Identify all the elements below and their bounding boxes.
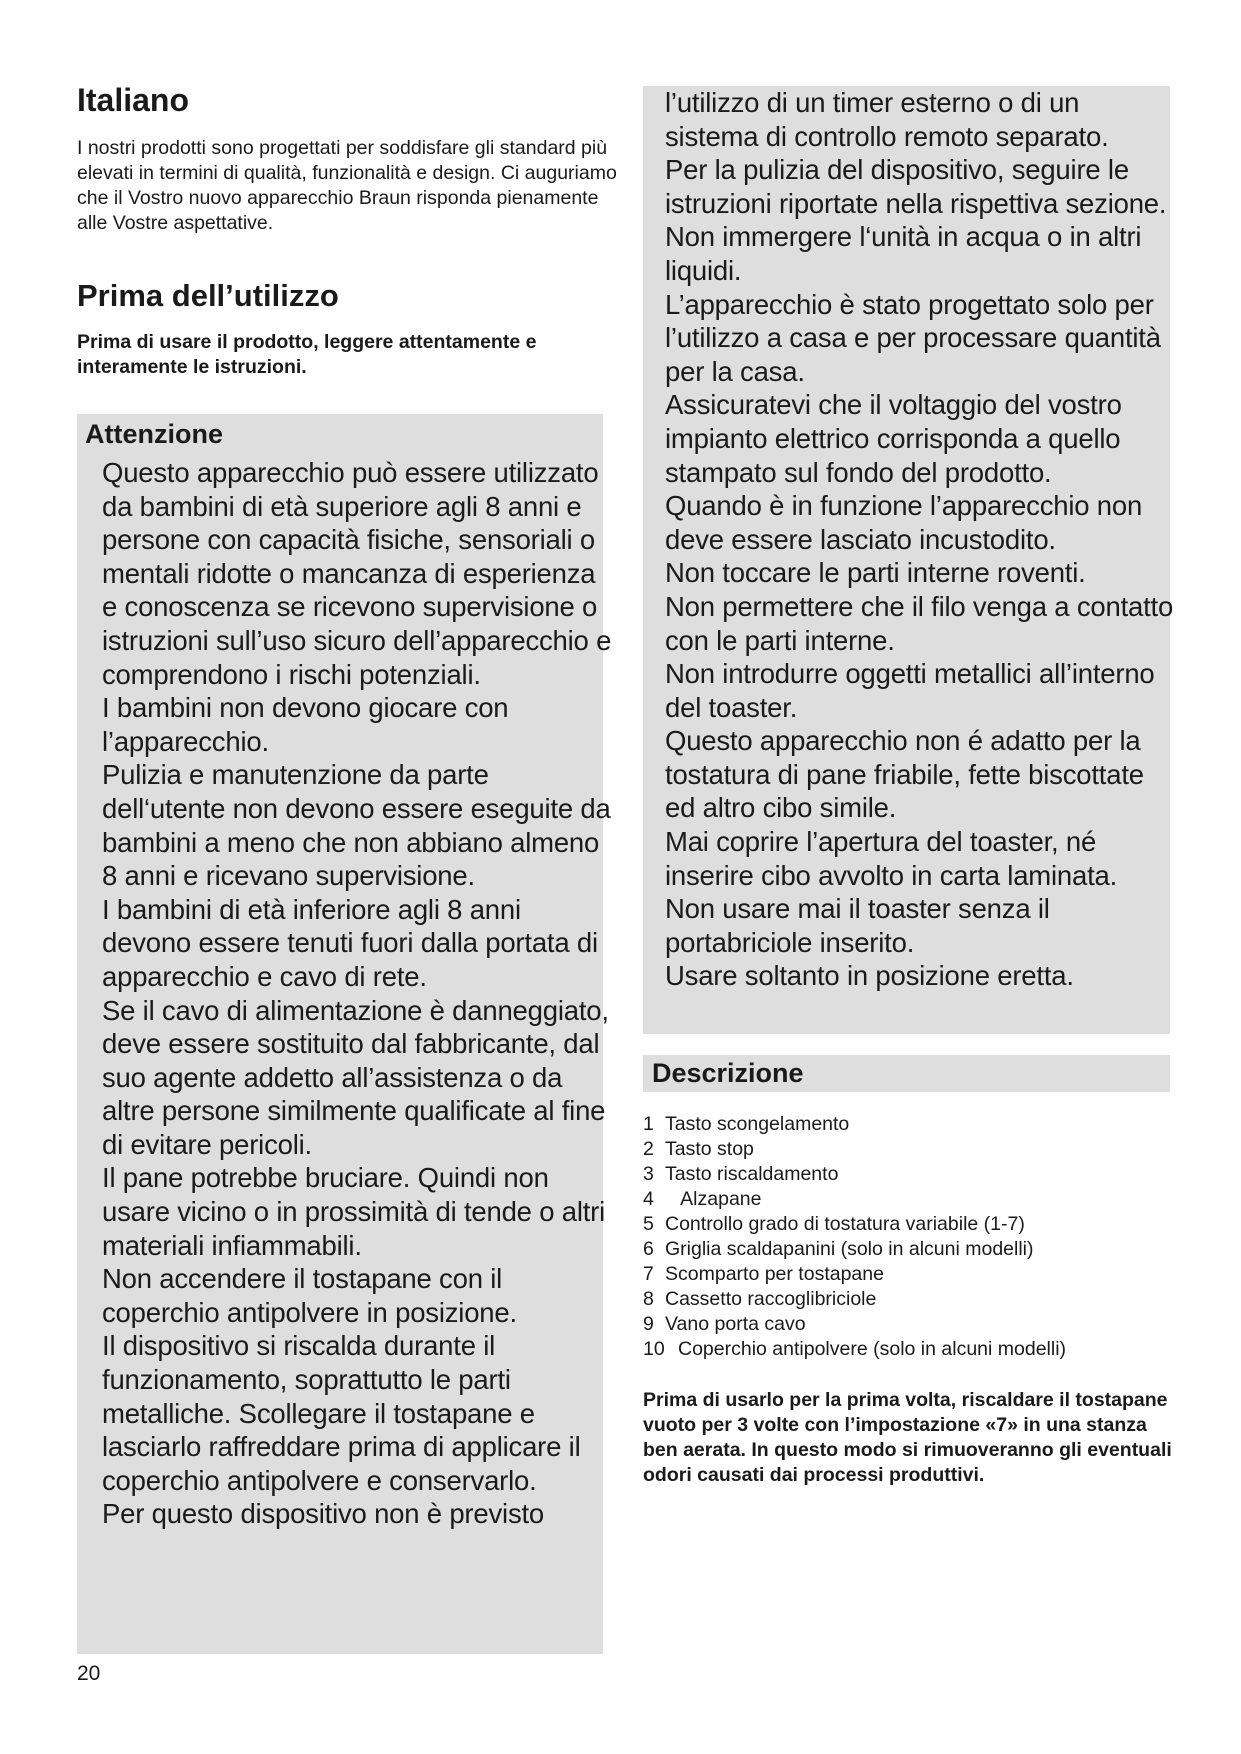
description-header-bar (643, 1055, 1170, 1092)
warning-item: Non accendere il tostapane con il coperchio antipolvere in posizione. (102, 1263, 517, 1328)
item-text: Vano porta cavo (665, 1313, 806, 1335)
list-item (643, 1262, 1203, 1287)
item-text: Cassetto raccoglibriciole (665, 1288, 877, 1310)
item-text: Scomparto per tostapane (665, 1263, 884, 1285)
warning-item: Per questo dispositivo non è previsto (102, 1498, 545, 1530)
warning-continued-box (643, 86, 1174, 1034)
item-number: 6 (643, 1238, 654, 1260)
warning-item: Non introdurre oggetti metallici all’interno del toaster. (665, 658, 1155, 723)
intro-paragraph: I nostri prodotti sono progettati per soddisfare gli standard più elevati in termini di qualità, funzionalità e design. Ci auguriamo che il Vostro nuovo apparecchio Braun risponda pienamente alle Vostre aspettative. (77, 137, 617, 234)
item-text: Alzapane (665, 1188, 762, 1210)
language-heading: Italiano (77, 82, 190, 118)
warning-item: l’utilizzo di un timer esterno o di un sistema di controllo remoto separato. (665, 87, 1109, 152)
item-number: 1 (643, 1113, 654, 1135)
page-number: 20 (77, 1662, 101, 1685)
item-text: Tasto scongelamento (665, 1113, 850, 1135)
item-number: 5 (643, 1213, 654, 1235)
warning-item: Per la pulizia del dispositivo, seguire le istruzioni riportate nella rispettiva sezione. (665, 154, 1167, 219)
list-item (643, 1162, 1203, 1187)
first-use-note: Prima di usarlo per la prima volta, riscaldare il tostapane vuoto per 3 volte con l’impostazione «7» in una stanza ben aerata. In questo modo si rimuoveranno gli eventuali odori causati dai processi produttivi. (643, 1389, 1172, 1486)
item-number: 2 (643, 1138, 654, 1160)
warning-title: Attenzione (85, 419, 223, 449)
warning-item: Non permettere che il filo venga a contatto con le parti interne. (665, 590, 1174, 656)
before-use-heading: Prima dell’utilizzo (77, 278, 339, 313)
warning-box (77, 414, 612, 1654)
item-number: 10 (643, 1338, 665, 1360)
warning-item: Mai coprire l’apertura del toaster, né inserire cibo avvolto in carta laminata. (665, 826, 1118, 891)
list-item (643, 1187, 1203, 1212)
warning-item: L’apparecchio è stato progettato solo per l’utilizzo a casa e per processare quantità per la casa. (665, 288, 1161, 387)
warning-item: Questo apparecchio può essere utilizzato da bambini di età superiore agli 8 anni e persone con capacità fisiche, sensoriali o mentali ridotte o mancanza di esperienza e conoscenza se ricevono supervisione o istruzioni sull’uso sicuro dell’apparecchio e comprendono i rischi potenziali. (102, 457, 612, 690)
warning-item: Non usare mai il toaster senza il portabriciole inserito. (665, 893, 1050, 958)
item-text: Tasto riscaldamento (665, 1163, 839, 1185)
list-item (643, 1212, 1203, 1237)
item-number: 9 (643, 1313, 654, 1335)
warning-item: I bambini di età inferiore agli 8 anni devono essere tenuti fuori dalla portata di apparecchio e cavo di rete. (102, 893, 598, 992)
item-text: Controllo grado di tostatura variabile (1-7) (665, 1213, 1025, 1235)
warning-item: Pulizia e manutenzione da parte dell‘utente non devono essere eseguite da bambini a meno che non abbiano almeno 8 anni e ricevano supervisione. (102, 759, 611, 892)
warning-item: Non immergere l‘unità in acqua o in altri liquidi. (665, 221, 1142, 286)
description-list (643, 1112, 1203, 1362)
warning-item: Il dispositivo si riscalda durante il funzionamento, soprattutto le parti metalliche. Scollegare il tostapane e lasciarlo raffreddare prima di applicare il coperchio antipolvere e conservarlo. (102, 1330, 581, 1496)
item-text: Coperchio antipolvere (solo in alcuni modelli) (678, 1338, 1067, 1360)
item-number: 8 (643, 1288, 654, 1310)
item-number: 3 (643, 1163, 654, 1185)
list-item (643, 1237, 1203, 1262)
list-item (643, 1312, 1203, 1337)
warning-item: Questo apparecchio non é adatto per la tostatura di pane friabile, fette biscottate ed altro cibo simile. (665, 725, 1144, 824)
warning-item: Non toccare le parti interne roventi. (665, 557, 1086, 589)
warning-item: I bambini non devono giocare con l’apparecchio. (102, 692, 509, 757)
description-title: Descrizione (652, 1058, 804, 1088)
list-item (643, 1287, 1203, 1312)
item-number: 7 (643, 1263, 654, 1285)
item-text: Griglia scaldapanini (solo in alcuni modelli) (665, 1238, 1034, 1260)
item-text: Tasto stop (665, 1138, 754, 1160)
warning-item: Se il cavo di alimentazione è danneggiato, deve essere sostituito dal fabbricante, dal suo agente addetto all’assistenza o da altre persone similmente qualificate al fine di evitare pericoli. (102, 994, 609, 1160)
item-number: 4 (643, 1188, 654, 1210)
list-item (643, 1137, 1203, 1162)
list-item (643, 1112, 1203, 1137)
warning-item: Assicuratevi che il voltaggio del vostro impianto elettrico corrisponda a quello stampato sul fondo del prodotto. (665, 389, 1122, 488)
warning-continued-text (665, 86, 1175, 993)
list-item (643, 1337, 1203, 1362)
before-use-note: Prima di usare il prodotto, leggere attentamente e interamente le istruzioni. (77, 331, 537, 378)
warning-item: Il pane potrebbe bruciare. Quindi non usare vicino o in prossimità di tende o altri materiali infiammabili. (102, 1162, 606, 1261)
warning-item: Usare soltanto in posizione eretta. (665, 960, 1074, 992)
warning-item: Quando è in funzione l’apparecchio non deve essere lasciato incustodito. (665, 490, 1143, 555)
warning-text (102, 456, 612, 1531)
